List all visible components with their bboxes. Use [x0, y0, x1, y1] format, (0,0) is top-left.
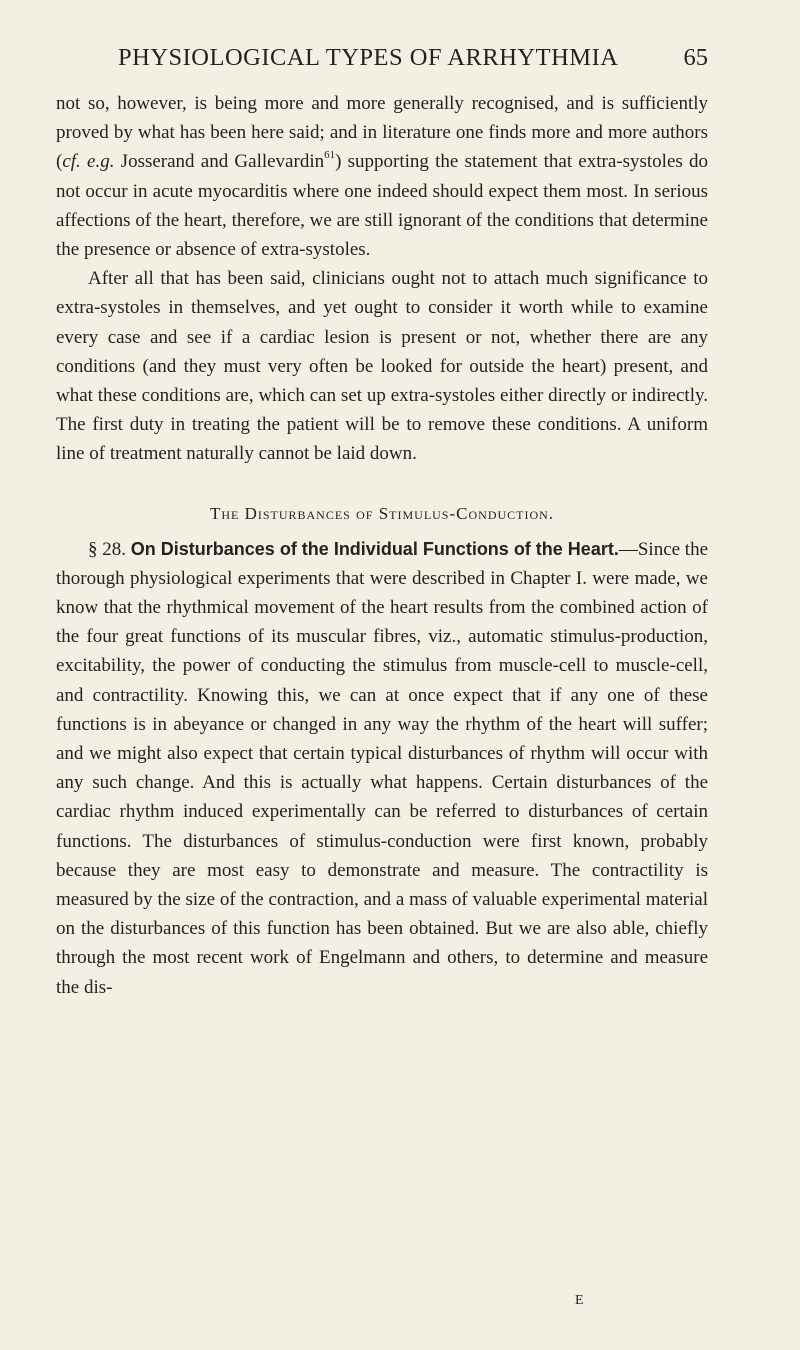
paragraph-1-text-start: not so, however, is being more and more generally recognised, and is sufficiently proved by what has been here said; and in literature one finds more and more authors ( [56, 93, 708, 173]
running-title: PHYSIOLOGICAL TYPES OF ARRHYTHMIA [118, 44, 619, 71]
section-mark: § 28. [88, 538, 127, 560]
body-text [56, 89, 708, 1002]
section-heading: The Disturbances of Stimulus-Conduction. [209, 503, 555, 523]
citation-names: Josserand and Gallevardin [114, 151, 325, 173]
signature-mark: E [575, 1293, 585, 1308]
section-title: On Disturbances of the Individual Functions of the Heart. [130, 538, 619, 559]
page-number: 65 [683, 44, 708, 71]
paragraph-2: After all that has been said, clinicians ought not to attach much significance to extra-systoles in themselves, and yet ought to consider it worth while to examine every case and see if a cardiac lesion is present or not, whether there are any conditions (and they must very often be looked for outside the heart) present, and what these conditions are, which can set up extra-systoles either directly or indirectly. The first duty in treating the patient will be to remove these conditions. A uniform line of treatment naturally cannot be laid down. [56, 268, 708, 465]
abbr-eg: e.g. [87, 151, 115, 173]
abbr-cf: cf. [62, 151, 81, 173]
paragraph-1-text-end: ) supporting the statement that extra-systoles do not occur in acute myocarditis where one indeed should expect them most. In serious affections of the heart, therefore, we are still ignorant of the conditions that determine the presence or absence of extra-systoles. [56, 151, 709, 261]
paragraph-1 [56, 89, 708, 264]
reference-number: 61 [324, 149, 336, 162]
paragraph-3-text: —Since the thorough physiological experiments that were described in Chapter I. were made, we know that the rhythmical movement of the heart results from the combined action of the four great functions of its muscular fibres, viz., automatic stimulus-production, excitability, the power of conducting the stimulus from muscle-cell to muscle-cell, and contractility. Knowing this, we can at once expect that if any one of these functions is in abeyance or changed in any way the rhythm of the heart will suffer; and we might also expect that certain typical disturbances of rhythm will occur with any such change. And this is actually what happens. Certain disturbances of the cardiac rhythm induced experimentally can be referred to disturbances of certain functions. The disturbances of stimulus-conduction were first known, probably because they are most easy to demonstrate and measure. The contractility is measured by the size of the contraction, and a mass of valuable experimental material on the disturbances of this function has been obtained. But we are also able, chiefly through the most recent work of Engelmann and others, to determine and measure the dis- [56, 538, 709, 998]
paragraph-3 [56, 535, 708, 1002]
running-header [90, 44, 708, 76]
